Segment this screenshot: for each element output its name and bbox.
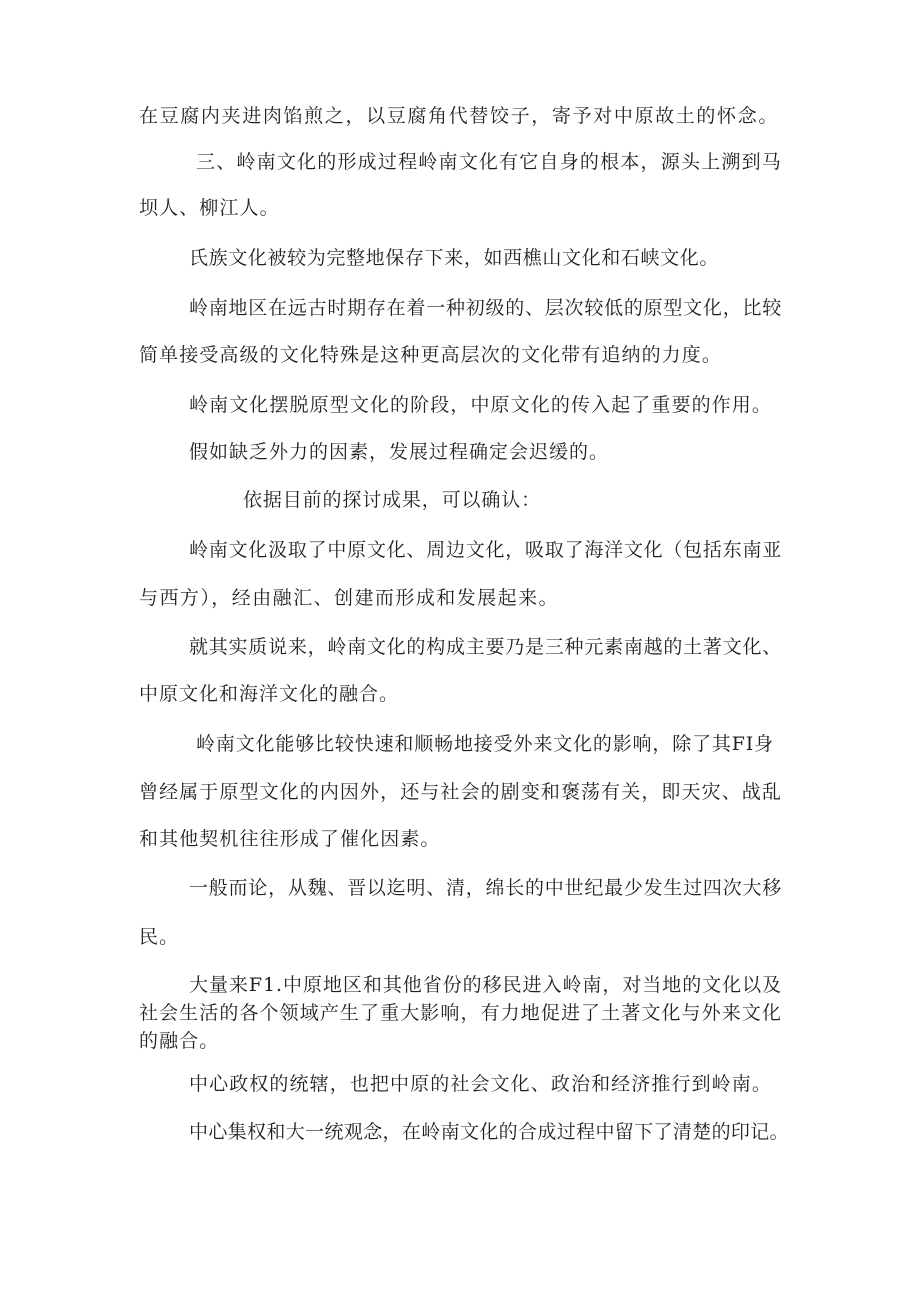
text-line: 就其实质说来，岭南文化的构成主要乃是三种元素南越的土著文化、 [189,636,782,658]
text-line: 一般而论，从魏、晋以迄明、清，绵长的中世纪最少发生过四次大移 [189,877,782,899]
text-line: 中心集权和大一统观念，在岭南文化的合成过程中留下了清楚的印记。 [189,1121,789,1143]
text-line: 氏族文化被较为完整地保存下来，如西樵山文化和石峡文化。 [189,247,719,269]
text-line: 和其他契机往往形成了催化因素。 [139,828,441,850]
text-line: 三、岭南文化的形成过程岭南文化有它自身的根本，源头上溯到马 [196,151,782,173]
text-line: 岭南文化摆脱原型文化的阶段，中原文化的传入起了重要的作用。 [189,394,772,416]
text-line: 的融合。 [139,1030,220,1052]
text-line: 坝人、柳江人。 [139,197,280,219]
text-line: 依据目前的探讨成果，可以确认： [243,489,541,511]
text-line: 社会生活的各个领域产生了重大影响，有力地促进了土著文化与外来文化 [139,1002,782,1024]
text-line: 假如缺乏外力的因素，发展过程确定会迟缓的。 [189,441,609,463]
text-line: 岭南文化能够比较快速和顺畅地接受外来文化的影响，除了其FI身 [196,733,774,755]
text-line: 简单接受高级的文化特殊是这种更高层次的文化带有追纳的力度。 [139,344,722,366]
text-line: 中心政权的统辖，也把中原的社会文化、政治和经济推行到岭南。 [189,1073,772,1095]
text-line: 大量来F1.中原地区和其他省份的移民进入岭南，对当地的文化以及 [189,974,782,996]
text-line: 民。 [139,926,180,948]
text-line: 在豆腐内夹进肉馅煎之，以豆腐角代替饺子，寄予对中原故土的怀念。 [139,105,779,127]
text-line: 岭南文化汲取了中原文化、周边文化，吸取了海洋文化（包括东南亚 [189,539,782,561]
text-line: 岭南地区在远古时期存在着一种初级的、层次较低的原型文化，比较 [189,297,782,319]
text-line: 曾经属于原型文化的内因外，还与社会的剧变和褒荡有关，即天灾、战乱 [139,781,782,803]
text-line: 中原文化和海洋文化的融合。 [139,683,399,705]
text-line: 与西方），经由融汇、创建而形成和发展起来。 [139,587,559,609]
